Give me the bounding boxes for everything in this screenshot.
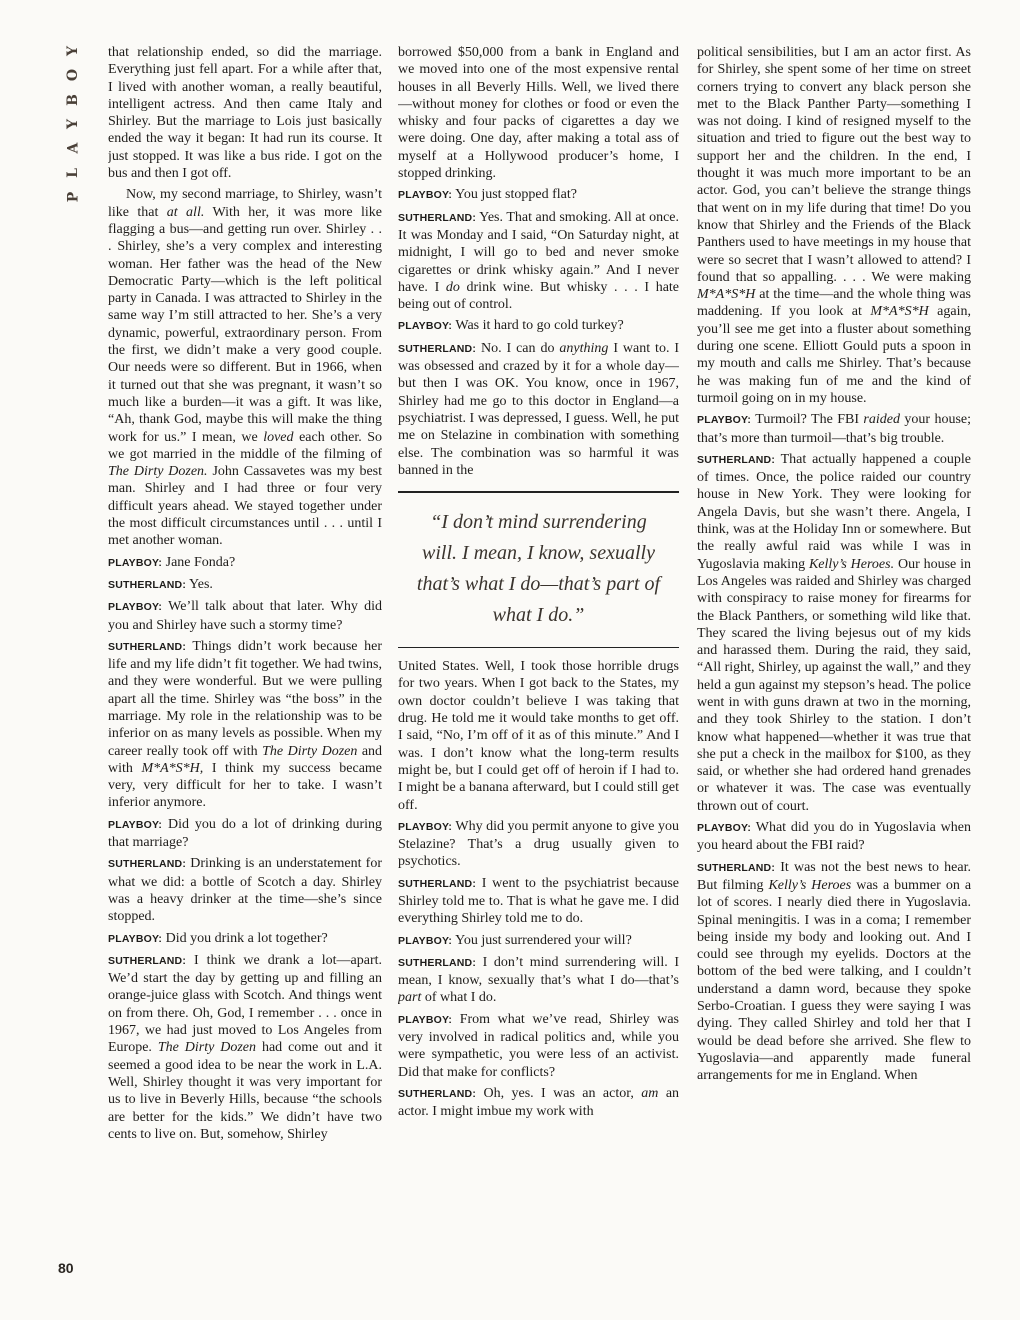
pull-quote-rule (398, 491, 679, 493)
speaker-label: PLAYBOY: (108, 601, 163, 614)
paragraph: Now, my second marriage, to Shirley, wasn’t like that at all. With her, it was more like flagging a bus—and getting run over. Shirley . . . Shirley, she’s a very complex and interesting woman. Her father was the head of the New Democratic Party—which is the left political party in Canada. I was attracted to Shirley in the same way I’m still attracted to her. She’s a very dynamic, powerful, extraordinary person. From the first, we didn’t make a very good couple. Our needs were so different. But in 1966, when it turned out that she was pregnant, it wasn’t so much like a burden—it was a gift. It was like, “Ah, thank God, maybe this will make the thing work for us.” I mean, we loved each other. So we got married in the middle of the filming of The Dirty Dozen. John Cassavetes was my best man. Shirley and I had three or four very difficult years ahead. We stayed together under the most difficult circumstances until . . . until I met another woman. (108, 187, 382, 549)
speaker-label: PLAYBOY: (697, 414, 752, 427)
speaker-label: PLAYBOY: (398, 820, 453, 833)
speaker-label: SUTHERLAND: (398, 877, 477, 890)
interview-question: PLAYBOY: From what we’ve read, Shirley was very involved in radical politics and, while you were sympathetic, you were less of an activist. Did that make for conflicts? (398, 1011, 679, 1080)
speaker-label: PLAYBOY: (108, 818, 163, 831)
speaker-label: SUTHERLAND: (398, 211, 477, 224)
speaker-label: PLAYBOY: (697, 822, 752, 835)
interview-question: PLAYBOY: Jane Fonda? (108, 554, 236, 570)
interview-answer: SUTHERLAND: Yes. That and smoking. All at once. It was Monday and I said, “On Saturday night, at midnight, I will go to bed and never smoke cigarettes or drink whisky again.” And I never have. I do drink wine. But whisky . . . I hate being out of control. (398, 209, 679, 313)
interview-answer: SUTHERLAND: Oh, yes. I was an actor, am an actor. I might imbue my work with (398, 1085, 679, 1120)
text-column-2 (398, 44, 679, 1284)
speaker-label: SUTHERLAND: (697, 453, 776, 466)
paragraph: that relationship ended, so did the marriage. Everything just fell apart. For a while after that, I lived with another woman, a really beautiful, intelligent actress. And then came Italy and Shirley. But the marriage to Lois just basically ended the way it began: It had run its course. It just stopped. It was like a bus ride. I got on the bus and then I got off. (108, 45, 382, 182)
interview-question: PLAYBOY: You just surrendered your will? (398, 932, 632, 948)
interview-answer: SUTHERLAND: Things didn’t work because her life and my life didn’t fit together. We had twins, and they were wonderful. But we were pulling apart all the time. Shirley was “the boss” in the marriage. My role in the relationship was to be inferior on as many levels as possible. When my career really took off with The Dirty Dozen and with M*A*S*H, I think my success became very, very difficult for her to take. I wasn’t inferior anymore. (108, 638, 382, 811)
speaker-label: PLAYBOY: (108, 932, 163, 945)
speaker-label: PLAYBOY: (398, 1013, 453, 1026)
interview-question: PLAYBOY: Did you do a lot of drinking during that marriage? (108, 816, 382, 851)
interview-answer: SUTHERLAND: Yes. (108, 576, 213, 592)
speaker-label: SUTHERLAND: (697, 861, 776, 874)
paragraph: United States. Well, I took those horrible drugs for two years. When I got back to the States, my own doctor couldn’t believe I was taking that drug. He told me it would take months to get off. I said, “No, I’m off of it as of this minute.” And I was. I don’t know what the long-term results might be, but I could get off of heroin if I had to. I might be a banana afterward, but I could still get off. (398, 659, 679, 813)
text-column-3 (697, 44, 971, 1284)
interview-question: PLAYBOY: Was it hard to go cold turkey? (398, 318, 624, 334)
speaker-label: PLAYBOY: (398, 189, 453, 202)
speaker-label: SUTHERLAND: (108, 578, 187, 591)
interview-question: PLAYBOY: We’ll talk about that later. Why did you and Shirley have such a stormy time? (108, 599, 382, 633)
interview-answer: SUTHERLAND: I went to the psychiatrist because Shirley told me to. That is what he gave me. I did everything Shirley told me to do. (398, 875, 679, 927)
interview-answer: SUTHERLAND: No. I can do anything I want to. I was obsessed and crazed by it for a whole day—but then I was OK. You know, once in 1967, Shirley had me go to this doctor in England—a psychiatrist. I was depressed, I guess. Well, he put me on Stelazine in combination with something else. The combination was so harmful it was banned in the (398, 340, 679, 478)
interview-question: PLAYBOY: Why did you permit anyone to give you Stelazine? That’s a drug usually given to psychotics. (398, 818, 679, 870)
speaker-label: SUTHERLAND: (398, 956, 477, 969)
logo-letter: O (64, 69, 81, 82)
interview-answer: SUTHERLAND: Drinking is an understatement for what we did: a bottle of Scotch a day. Shirley was a heavy drinker at the time—she’s since stopped. (108, 856, 382, 925)
logo-letter: B (65, 93, 81, 106)
speaker-label: PLAYBOY: (398, 934, 453, 947)
paragraph: borrowed $50,000 from a bank in England and we moved into one of the most expensive rental houses in all Beverly Hills. Well, we lived there—without money for clothes or food or even the whisky and four packs of cigarettes a day we were doing. One day, after making a total ass of myself at a Hollywood producer’s home, I stopped drinking. (398, 45, 679, 182)
speaker-label: SUTHERLAND: (108, 640, 187, 653)
pull-quote-rule (398, 647, 679, 648)
interview-question: PLAYBOY: Turmoil? The FBI raided your house; that’s more than turmoil—that’s big trouble. (697, 412, 971, 446)
logo-letter: Y (65, 118, 81, 129)
logo-letter: P (65, 191, 81, 203)
pull-quote: “I don’t mind surrendering will. I mean, I know, sexually that’s what I do—that’s part of what I do.” (416, 511, 661, 627)
interview-answer: SUTHERLAND: It was not the best news to hear. But filming Kelly’s Heroes was a bummer on a lot of scores. I nearly died there in Yugoslavia. Spinal meningitis. I was in a coma; I remember being inside my body and looking out. And I could see through my eyelids. Doctors at the bottom of the bed were talking, and I couldn’t understand a damn word, because they spoke Serbo-Croatian. I guess they were saying I was dying. They called Shirley and told her that I would be dead before she arrived. She flew to Yugoslavia—and apparently made funeral arrangements for me in England. When (697, 859, 971, 1084)
logo-letter: L (65, 167, 81, 178)
page-number: 80 (58, 1260, 74, 1276)
text-column-1 (108, 44, 382, 1284)
speaker-label: SUTHERLAND: (398, 342, 477, 355)
interview-question: PLAYBOY: You just stopped flat? (398, 187, 577, 203)
logo-letter: Y (65, 46, 81, 56)
speaker-label: SUTHERLAND: (108, 858, 187, 871)
interview-question: PLAYBOY: What did you do in Yugoslavia when you heard about the FBI raid? (697, 820, 971, 854)
speaker-label: PLAYBOY: (108, 556, 163, 569)
playboy-logo (66, 44, 80, 204)
paragraph: political sensibilities, but I am an actor first. As for Shirley, she spent some of her time on street corners trying to convert any black person she met to the Black Panther Party—something I was not doing. I kind of resigned myself to the situation and tried to figure out the best way to support her and the children. In the end, I thought it was much more important to be an actor. God, you can’t believe the strange things that went on in my life during that time! Do you know that Shirley and the Friends of the Black Panthers used to have meetings in my house that were so secret that I wasn’t allowed to attend? I found that so appalling. . . . We were making M*A*S*H at the time—and the whole thing was maddening. If you look at M*A*S*H again, you’ll see me get into a fluster about something during one scene. Elliott Gould puts a spoon in my mouth and calls me Shirley. That’s because he was making fun of me and the kind of turmoil going on in my house. (697, 45, 971, 406)
interview-answer: SUTHERLAND: That actually happened a couple of times. Once, the police raided our country house in New York. They were looking for Angela Davis, but she wasn’t there. Angela, I think, was at the Holiday Inn or somewhere. But the really awful raid was while I was in Yugoslavia making Kelly’s Heroes. Our house in Los Angeles was raided and Shirley was charged with conspiracy to raise money for firearms for the Black Panthers, or something wild like that. They scared the living bejesus out of my kids and harassed them. During the raid, they said, “All right, Shirley, up against the wall,” and they held a gun against my stepson’s head. The police went in with guns drawn at two in the morning, and they took Shirley to the station. I don’t know what happened—whether it was true that she put a check in the mailbox for $100, as they said, or whether she had ordered hand grenades or whatever it was. The case was eventually thrown out of court. (697, 451, 971, 814)
speaker-label: SUTHERLAND: (108, 954, 187, 967)
speaker-label: SUTHERLAND: (398, 1087, 477, 1100)
interview-answer: SUTHERLAND: I think we drank a lot—apart. We’d start the day by getting up and filling an orange-juice glass with Scotch. And things went on from there. Oh, God, I remember . . . once in 1967, we had just moved to Los Angeles from Europe. The Dirty Dozen had come out and it seemed a good idea to be near the work in L.A. Well, Shirley thought it was very important for us to live in Beverly Hills, because “the schools are better for the kids.” We didn’t have two cents to live on. But, somehow, Shirley (108, 952, 382, 1142)
interview-answer: SUTHERLAND: I don’t mind surrendering will. I mean, I know, sexually that’s what I do—that’s part of what I do. (398, 954, 679, 1006)
logo-letter: A (65, 142, 81, 154)
interview-question: PLAYBOY: Did you drink a lot together? (108, 930, 328, 946)
speaker-label: PLAYBOY: (398, 320, 453, 333)
